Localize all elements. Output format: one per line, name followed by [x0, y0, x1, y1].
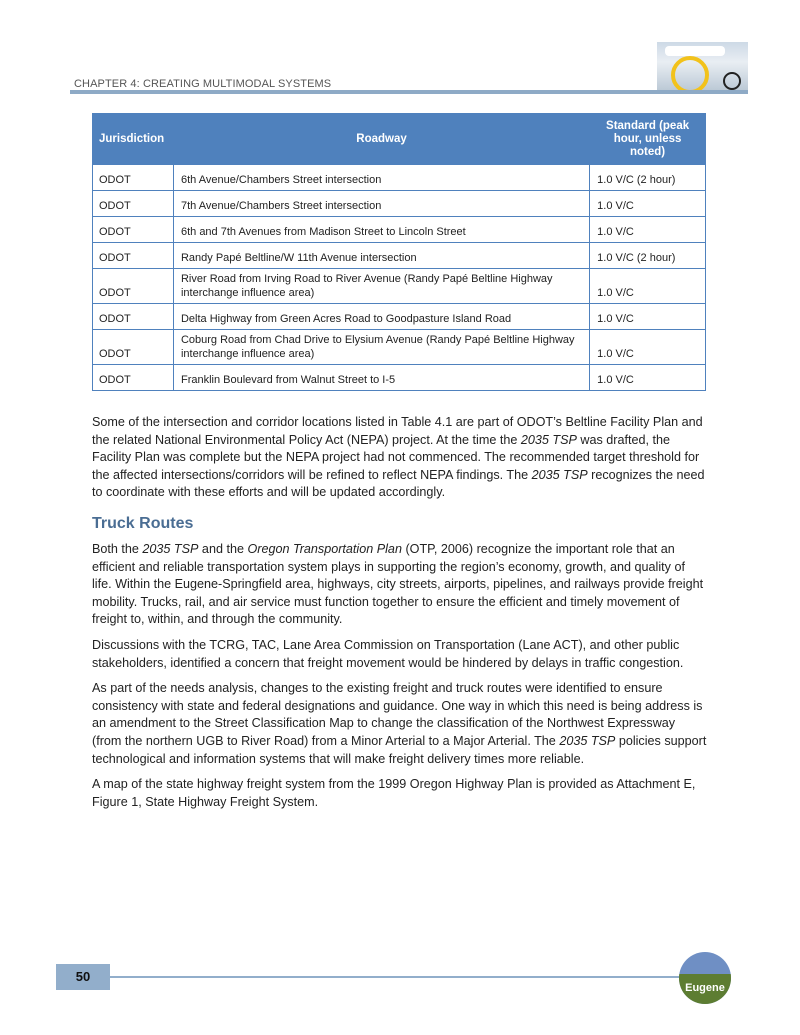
- col-roadway: Roadway: [173, 114, 589, 165]
- page-number: 50: [56, 964, 110, 990]
- paragraph-truck-routes: Both the 2035 TSP and the Oregon Transportation Plan (OTP, 2006) recognize the important role that an efficient and reliable transportation system plays in supporting the region’s economy, growth, and quality of life. Within the Eugene-Springfield area, highways, city streets, airports, pipelines, and railways provide freight mobility. Trucks, rail, and air service must function together to ensure the efficient and timely movement of freight to, within, and through the community.: [92, 542, 704, 627]
- table-row: [93, 269, 706, 304]
- cell-standard: 1.0 V/C (2 hour): [590, 243, 706, 269]
- cell-standard: 1.0 V/C: [590, 269, 706, 304]
- cell-roadway: Delta Highway from Green Acres Road to Goodpasture Island Road: [173, 304, 589, 330]
- header-rule: [70, 90, 748, 94]
- paragraph-beltline: Some of the intersection and corridor locations listed in Table 4.1 are part of ODOT’s Beltline Facility Plan and the related National Environmental Policy Act (NEPA) project. At the time the 2035 TSP was drafted, the Facility Plan was complete but the NEPA project had not commenced. The recommended target threshold for the affected intersections/corridors will be refined to reflect NEPA findings. The 2035 TSP recognizes the need to coordinate with these efforts and will be updated accordingly.: [92, 415, 705, 500]
- logo-text: Eugene: [685, 982, 725, 994]
- cell-standard: 1.0 V/C: [590, 304, 706, 330]
- gear-graphic-icon: [671, 56, 709, 92]
- cell-jurisdiction: ODOT: [93, 217, 174, 243]
- cell-roadway: River Road from Irving Road to River Avenue (Randy Papé Beltline Highway interchange influence area): [173, 269, 589, 304]
- paragraph-map: A map of the state highway freight system from the 1999 Oregon Highway Plan is provided as Attachment E, Figure 1, State Highway Freight System.: [92, 777, 696, 809]
- chapter-header: CHAPTER 4: CREATING MULTIMODAL SYSTEMS: [74, 78, 332, 90]
- cell-jurisdiction: ODOT: [93, 165, 174, 191]
- bicycle-icon: [723, 72, 741, 90]
- cell-standard: 1.0 V/C: [590, 365, 706, 391]
- standards-table: [92, 113, 706, 391]
- table-row: [93, 217, 706, 243]
- cell-jurisdiction: ODOT: [93, 191, 174, 217]
- multimodal-banner-image: [657, 42, 748, 92]
- body-text-1: [92, 414, 707, 510]
- body-text-2: [92, 541, 707, 819]
- cell-roadway: Coburg Road from Chad Drive to Elysium Avenue (Randy Papé Beltline Highway interchange influence area): [173, 330, 589, 365]
- cell-roadway: 6th and 7th Avenues from Madison Street to Lincoln Street: [173, 217, 589, 243]
- footer-rule: [110, 976, 680, 978]
- section-heading: Truck Routes: [92, 515, 194, 532]
- table-row: [93, 243, 706, 269]
- cell-standard: 1.0 V/C: [590, 217, 706, 243]
- paragraph-needs-analysis: As part of the needs analysis, changes to the existing freight and truck routes were identified to ensure consistency with state and federal designations and guidance. One way in which this need is being address is an amendment to the Street Classification Map to change the classification of the Northwest Expressway (from the northern UGB to River Road) from a Minor Arterial to a Major Arterial. The 2035 TSP policies support technological and information systems that will make freight delivery times more reliable.: [92, 681, 707, 766]
- cell-standard: 1.0 V/C: [590, 191, 706, 217]
- table-row: [93, 304, 706, 330]
- col-standard: Standard (peak hour, unless noted): [590, 114, 706, 165]
- cell-jurisdiction: ODOT: [93, 269, 174, 304]
- table-row: [93, 365, 706, 391]
- cell-jurisdiction: ODOT: [93, 243, 174, 269]
- col-jurisdiction: Jurisdiction: [93, 114, 174, 165]
- table-row: [93, 191, 706, 217]
- cell-jurisdiction: ODOT: [93, 304, 174, 330]
- cell-standard: 1.0 V/C (2 hour): [590, 165, 706, 191]
- cell-jurisdiction: ODOT: [93, 330, 174, 365]
- cell-standard: 1.0 V/C: [590, 330, 706, 365]
- table-row: [93, 165, 706, 191]
- cell-roadway: 7th Avenue/Chambers Street intersection: [173, 191, 589, 217]
- cell-jurisdiction: ODOT: [93, 365, 174, 391]
- cell-roadway: Franklin Boulevard from Walnut Street to I-5: [173, 365, 589, 391]
- paragraph-discussions: Discussions with the TCRG, TAC, Lane Area Commission on Transportation (Lane ACT), and other public stakeholders, identified a concern that freight movement would be hindered by delays in traffic congestion.: [92, 637, 684, 670]
- bus-icon: [665, 46, 725, 56]
- cell-roadway: Randy Papé Beltline/W 11th Avenue intersection: [173, 243, 589, 269]
- cell-roadway: 6th Avenue/Chambers Street intersection: [173, 165, 589, 191]
- eugene-logo: [679, 952, 731, 1004]
- table-row: [93, 330, 706, 365]
